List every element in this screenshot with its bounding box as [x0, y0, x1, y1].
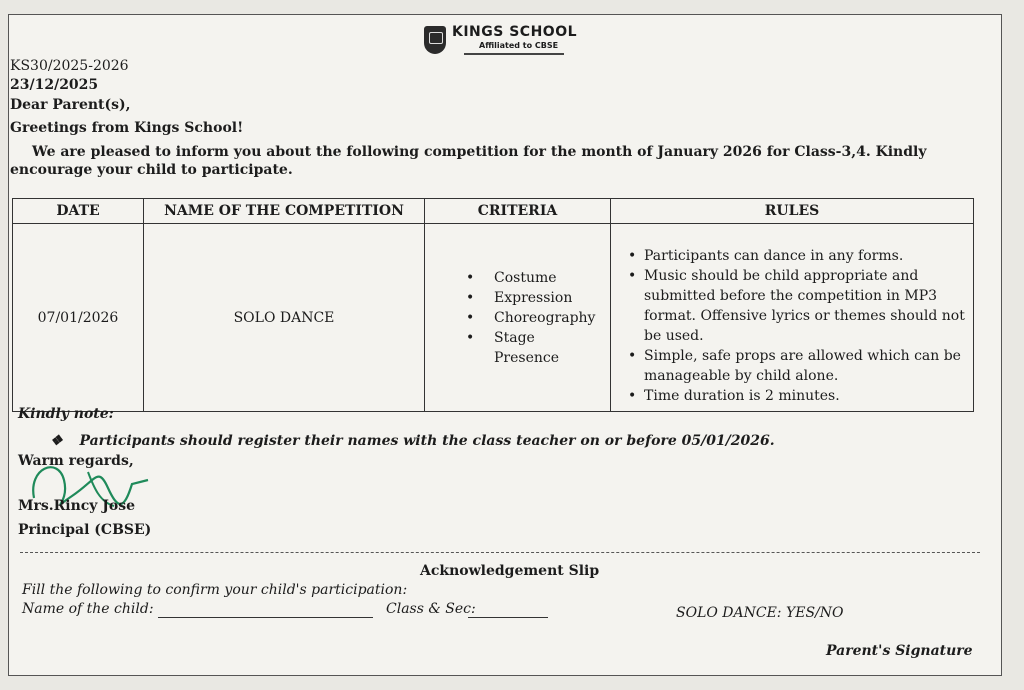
greeting: Greetings from Kings School! [10, 120, 244, 136]
header-date: DATE [13, 199, 144, 224]
list-item: • Expression [494, 288, 609, 308]
list-item: • Time duration is 2 minutes. [644, 386, 972, 406]
header-competition: NAME OF THE COMPETITION [144, 199, 425, 224]
child-name-label: Name of the child: [22, 601, 154, 617]
table-row [13, 224, 974, 412]
acknowledgement-title: Acknowledgement Slip [420, 563, 600, 579]
cell-competition: SOLO DANCE [144, 224, 425, 412]
school-affiliation: Affiliated to CBSE [479, 41, 559, 50]
competition-table [12, 198, 974, 412]
cell-criteria [425, 224, 611, 412]
cell-date: 07/01/2026 [13, 224, 144, 412]
letter-date: 23/12/2025 [10, 77, 99, 93]
school-logo [424, 24, 594, 64]
school-address-line [464, 53, 564, 55]
note-title: Kindly note: [18, 406, 114, 422]
principal-title: Principal (CBSE) [18, 522, 152, 538]
intro-paragraph: We are pleased to inform you about the following competition for the month of January 2026 for Class-3,4. Kindly encourage your child to participate. [10, 144, 927, 178]
cell-rules [611, 224, 974, 412]
header-rules: RULES [611, 199, 974, 224]
principal-name: Mrs.Rincy Jose [18, 498, 136, 514]
school-name: KINGS SCHOOL [452, 24, 578, 40]
participation-choice: SOLO DANCE: YES/NO [676, 605, 844, 621]
child-name-field[interactable] [158, 617, 373, 618]
list-item: • Choreography [494, 308, 609, 328]
list-item: • Stage Presence [494, 328, 564, 368]
diamond-bullet-icon: ❖ [50, 433, 63, 449]
note-item: ❖ Participants should register their names with the class teacher on or before 05/01/2026. [50, 433, 775, 449]
regards: Warm regards, [18, 453, 134, 469]
cut-line [20, 552, 980, 553]
reference-number: KS30/2025-2026 [10, 58, 129, 74]
salutation: Dear Parent(s), [10, 97, 131, 113]
list-item: • Participants can dance in any forms. [644, 246, 972, 266]
class-section-label: Class & Sec: [386, 601, 476, 617]
header-criteria: CRITERIA [425, 199, 611, 224]
class-section-field[interactable] [468, 617, 548, 618]
list-item: • Music should be child appropriate and submitted before the competition in MP3 format. Offensive lyrics or themes should not be used. [644, 266, 972, 346]
parent-signature-label: Parent's Signature [826, 643, 973, 659]
shield-icon [424, 26, 446, 54]
list-item: • Costume [494, 268, 609, 288]
slip-instruction: Fill the following to confirm your child's participation: [22, 582, 408, 598]
list-item: • Simple, safe props are allowed which can be manageable by child alone. [644, 346, 972, 386]
